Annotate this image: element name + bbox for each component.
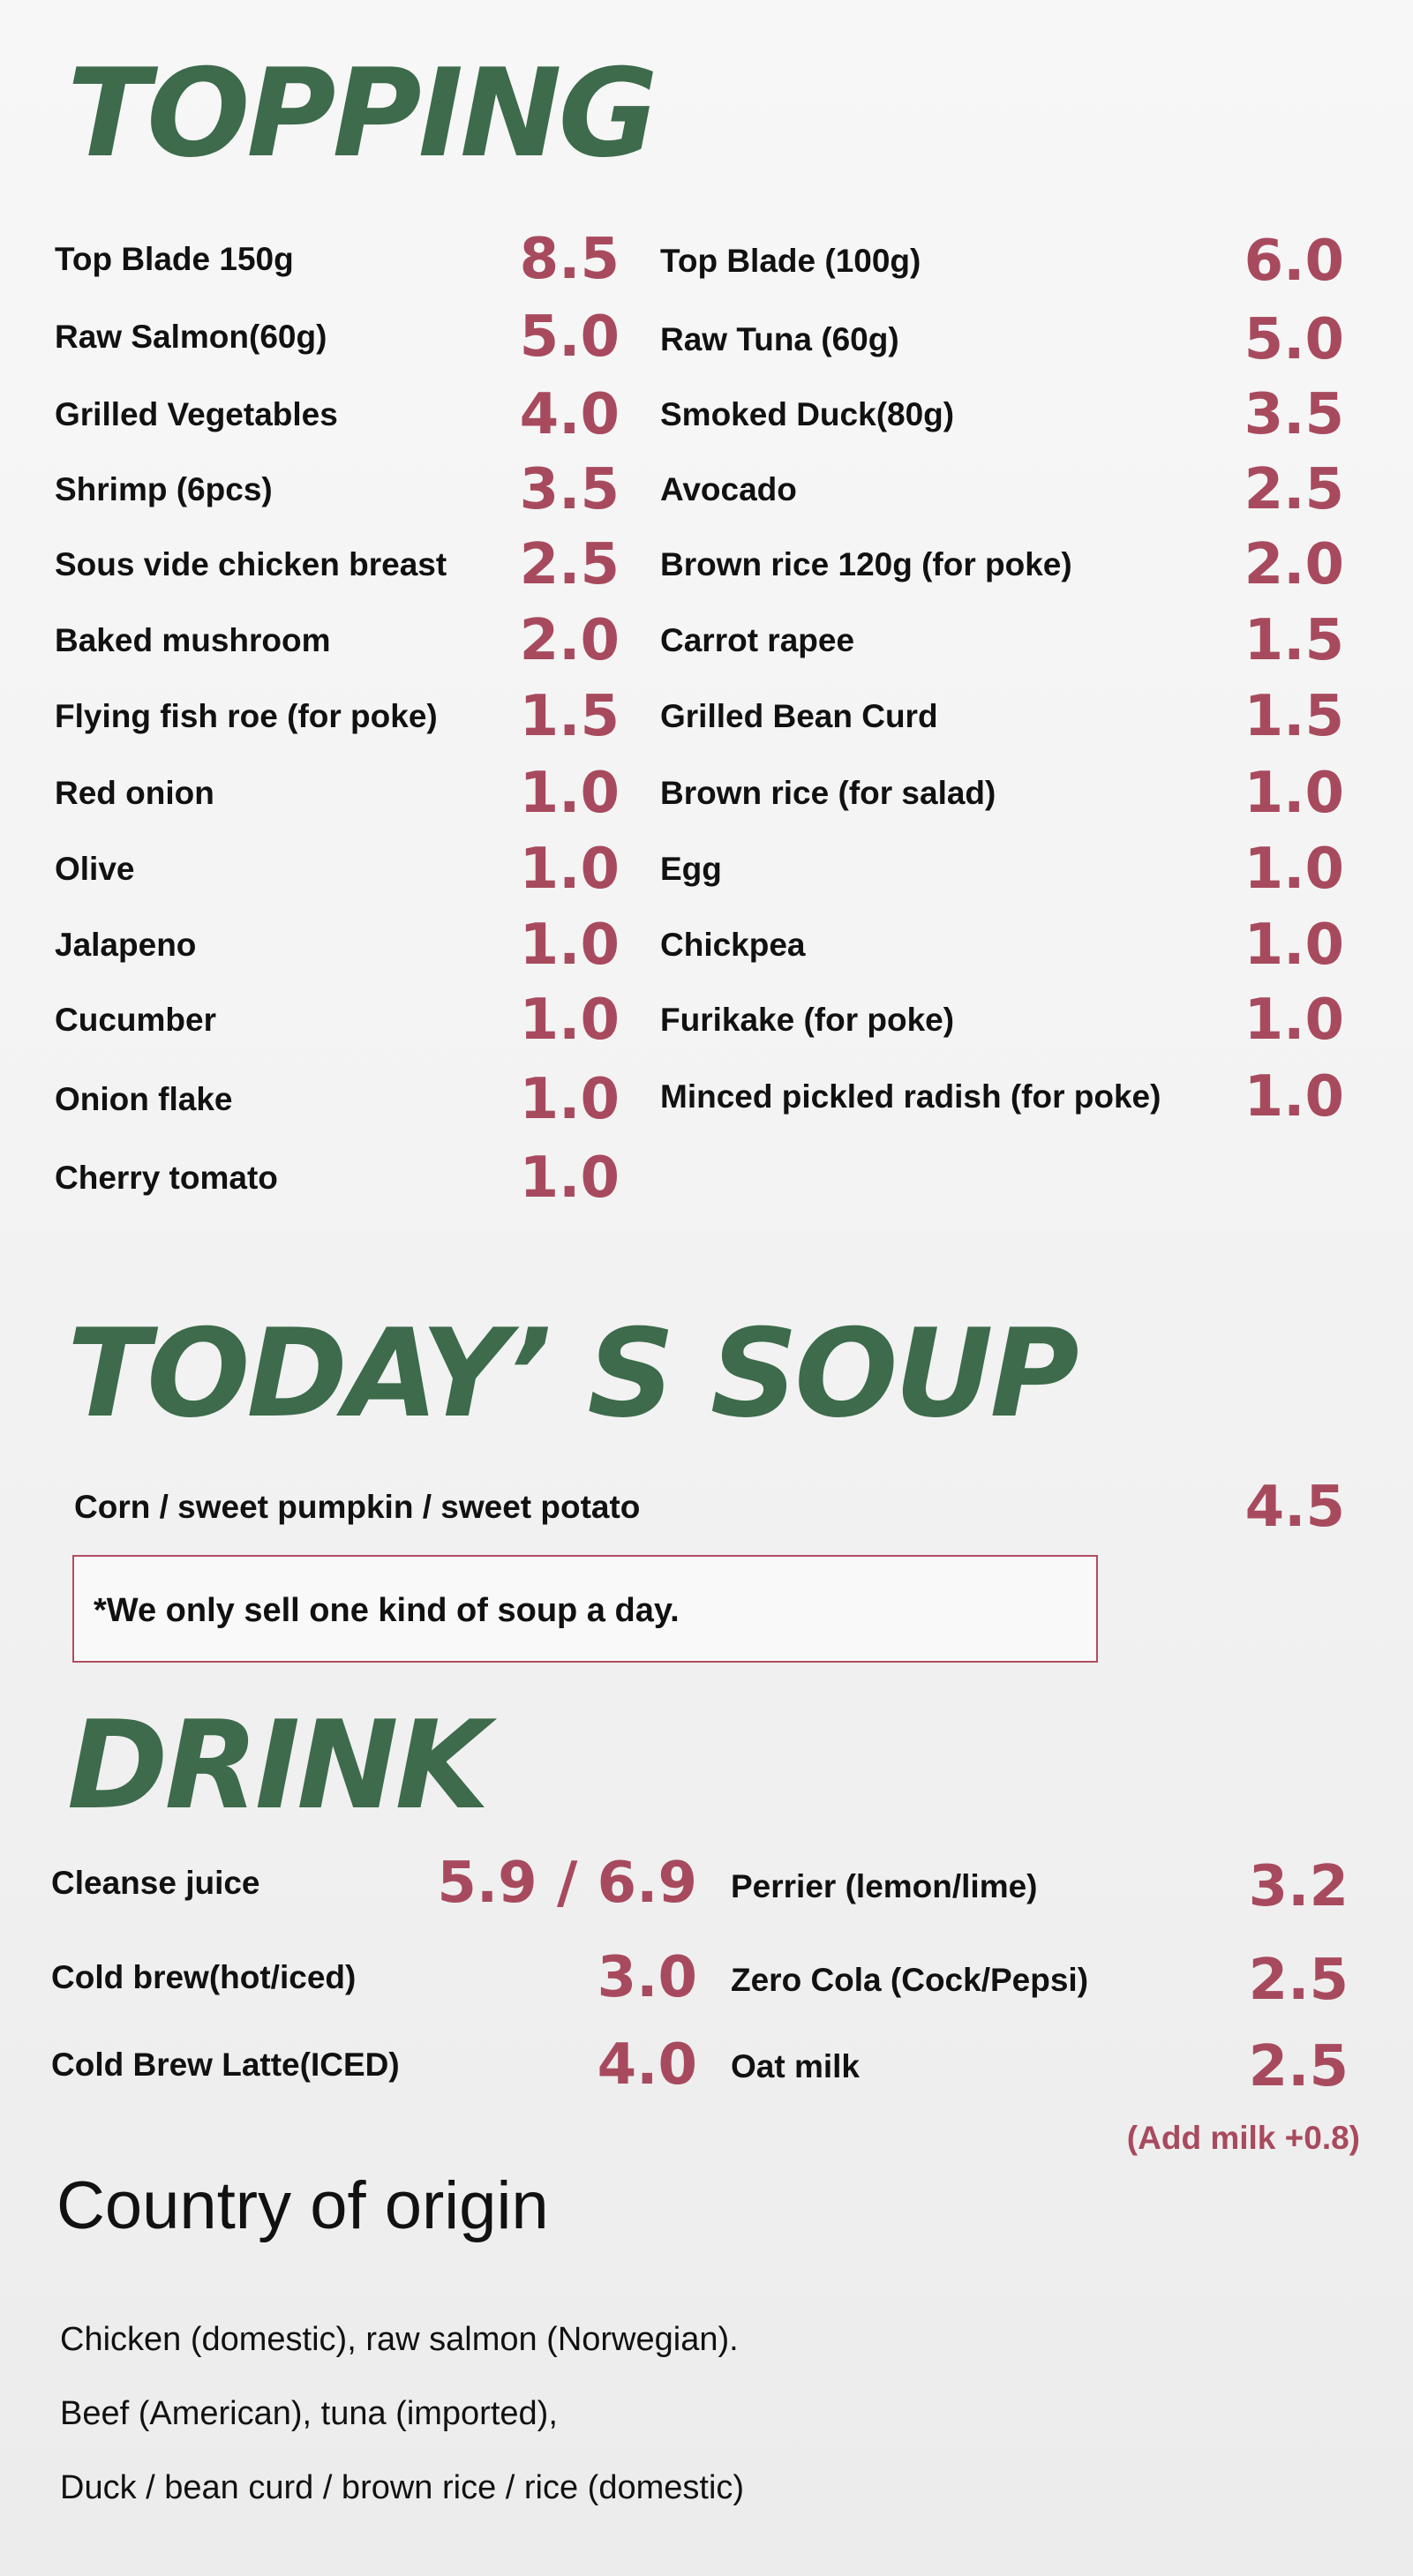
- menu-item: [660, 379, 1344, 450]
- item-name: Red onion: [55, 775, 214, 811]
- menu-item: [55, 834, 620, 905]
- item-price: 2.0: [1244, 532, 1344, 597]
- soup-note-box: [72, 1555, 1098, 1663]
- origin-heading: Country of origin: [56, 2168, 549, 2243]
- item-name: Top Blade 150g: [55, 241, 294, 277]
- item-name: Furikake (for poke): [660, 1002, 955, 1038]
- item-price: 1.0: [519, 1145, 620, 1211]
- soup-item: [74, 1472, 1345, 1543]
- menu-item: [660, 605, 1344, 676]
- menu-item: [660, 758, 1344, 829]
- origin-line: Duck / bean curd / brown rice / rice (domestic): [60, 2469, 745, 2506]
- soup-heading: TODAY’ S SOUP: [67, 1303, 1076, 1445]
- item-price: 8.5: [519, 227, 620, 292]
- item-price: 1.5: [1244, 608, 1344, 673]
- item-name: Raw Salmon(60g): [55, 319, 327, 355]
- drink-name: Perrier (lemon/lime): [731, 1868, 1038, 1904]
- item-name: Jalapeno: [55, 927, 197, 963]
- drink-item: [51, 2030, 697, 2100]
- item-price: 1.0: [519, 837, 620, 902]
- menu-item: [55, 302, 620, 372]
- soup-price: 4.5: [1244, 1475, 1345, 1540]
- drink-item: [731, 1851, 1349, 1922]
- menu-item: [55, 224, 620, 295]
- drink-price: 2.5: [1248, 1948, 1349, 2013]
- item-price: 2.5: [519, 532, 620, 597]
- item-price: 1.5: [519, 684, 620, 749]
- menu-item: [55, 454, 620, 525]
- item-name: Cucumber: [55, 1002, 216, 1038]
- item-name: Minced pickled radish (for poke): [660, 1078, 1161, 1115]
- item-price: 3.5: [1244, 382, 1344, 447]
- menu-item: [660, 454, 1344, 525]
- menu-item: [660, 985, 1344, 1055]
- item-name: Raw Tuna (60g): [660, 321, 899, 357]
- item-name: Avocado: [660, 471, 797, 507]
- item-name: Cherry tomato: [55, 1160, 278, 1196]
- item-price: 5.0: [1244, 307, 1344, 372]
- item-price: 4.0: [519, 382, 620, 447]
- menu-item: [55, 1143, 620, 1213]
- soup-note: *We only sell one kind of soup a day.: [94, 1592, 680, 1629]
- item-price: 2.5: [1244, 457, 1344, 522]
- item-name: Sous vide chicken breast: [55, 546, 447, 582]
- item-name: Flying fish roe (for poke): [55, 698, 438, 734]
- item-price: 1.0: [519, 912, 620, 978]
- menu-item: [660, 910, 1344, 980]
- item-name: Brown rice 120g (for poke): [660, 546, 1072, 582]
- menu-item: [660, 834, 1344, 905]
- drink-item: [51, 1848, 697, 1919]
- drink-heading: DRINK: [67, 1694, 486, 1836]
- drink-name: Zero Cola (Cock/Pepsi): [731, 1962, 1089, 1998]
- drink-price: 4.0: [597, 2032, 697, 2098]
- drink-name: Oat milk: [731, 2048, 860, 2084]
- item-price: 1.5: [1244, 684, 1344, 749]
- menu-item: [660, 529, 1344, 600]
- item-name: Chickpea: [660, 927, 806, 963]
- item-name: Top Blade (100g): [660, 243, 921, 279]
- menu-item: [660, 1062, 1344, 1132]
- item-name: Olive: [55, 851, 135, 887]
- menu-item: [55, 1064, 620, 1135]
- item-price: 5.0: [519, 304, 620, 370]
- menu-item: [55, 910, 620, 980]
- drink-item: [51, 1942, 697, 2013]
- drink-item: [731, 2032, 1349, 2102]
- drink-price: 3.2: [1248, 1854, 1349, 1919]
- menu-item: [55, 529, 620, 600]
- menu-item: [55, 985, 620, 1055]
- menu-item: [55, 605, 620, 676]
- item-name: Onion flake: [55, 1081, 233, 1117]
- add-milk-note: (Add milk +0.8): [1126, 2120, 1360, 2156]
- topping-heading: TOPPING: [67, 42, 655, 184]
- origin-line: Chicken (domestic), raw salmon (Norwegian).: [60, 2321, 739, 2358]
- drink-price: 2.5: [1248, 2034, 1349, 2099]
- menu-item: [660, 681, 1344, 752]
- item-name: Shrimp (6pcs): [55, 471, 273, 507]
- item-price: 2.0: [519, 608, 620, 673]
- origin-line: Beef (American), tuna (imported),: [60, 2395, 558, 2432]
- item-price: 1.0: [1244, 837, 1344, 902]
- item-price: 1.0: [1244, 761, 1344, 826]
- menu-item: [660, 226, 1344, 297]
- drink-price: 3.0: [597, 1945, 697, 2010]
- drink-price: 5.9 / 6.9: [437, 1851, 697, 1916]
- item-price: 1.0: [519, 761, 620, 826]
- drink-name: Cold brew(hot/iced): [51, 1959, 357, 1995]
- menu-item: [55, 681, 620, 752]
- drink-name: Cold Brew Latte(ICED): [51, 2047, 400, 2083]
- item-name: Smoked Duck(80g): [660, 396, 955, 432]
- item-name: Grilled Bean Curd: [660, 698, 938, 734]
- item-price: 1.0: [1244, 1064, 1344, 1130]
- item-name: Egg: [660, 851, 722, 887]
- menu-item: [660, 304, 1344, 375]
- drink-name: Cleanse juice: [51, 1865, 260, 1901]
- item-name: Brown rice (for salad): [660, 775, 996, 811]
- item-price: 1.0: [1244, 988, 1344, 1053]
- item-name: Carrot rapee: [660, 622, 855, 658]
- item-price: 3.5: [519, 457, 620, 522]
- menu-item: [55, 379, 620, 450]
- item-name: Grilled Vegetables: [55, 396, 338, 432]
- item-price: 1.0: [1244, 912, 1344, 978]
- item-price: 1.0: [519, 1067, 620, 1132]
- soup-name: Corn / sweet pumpkin / sweet potato: [74, 1489, 641, 1525]
- item-price: 6.0: [1244, 229, 1344, 294]
- drink-item: [731, 1945, 1349, 2016]
- menu-item: [55, 758, 620, 829]
- item-name: Baked mushroom: [55, 622, 331, 658]
- item-price: 1.0: [519, 988, 620, 1053]
